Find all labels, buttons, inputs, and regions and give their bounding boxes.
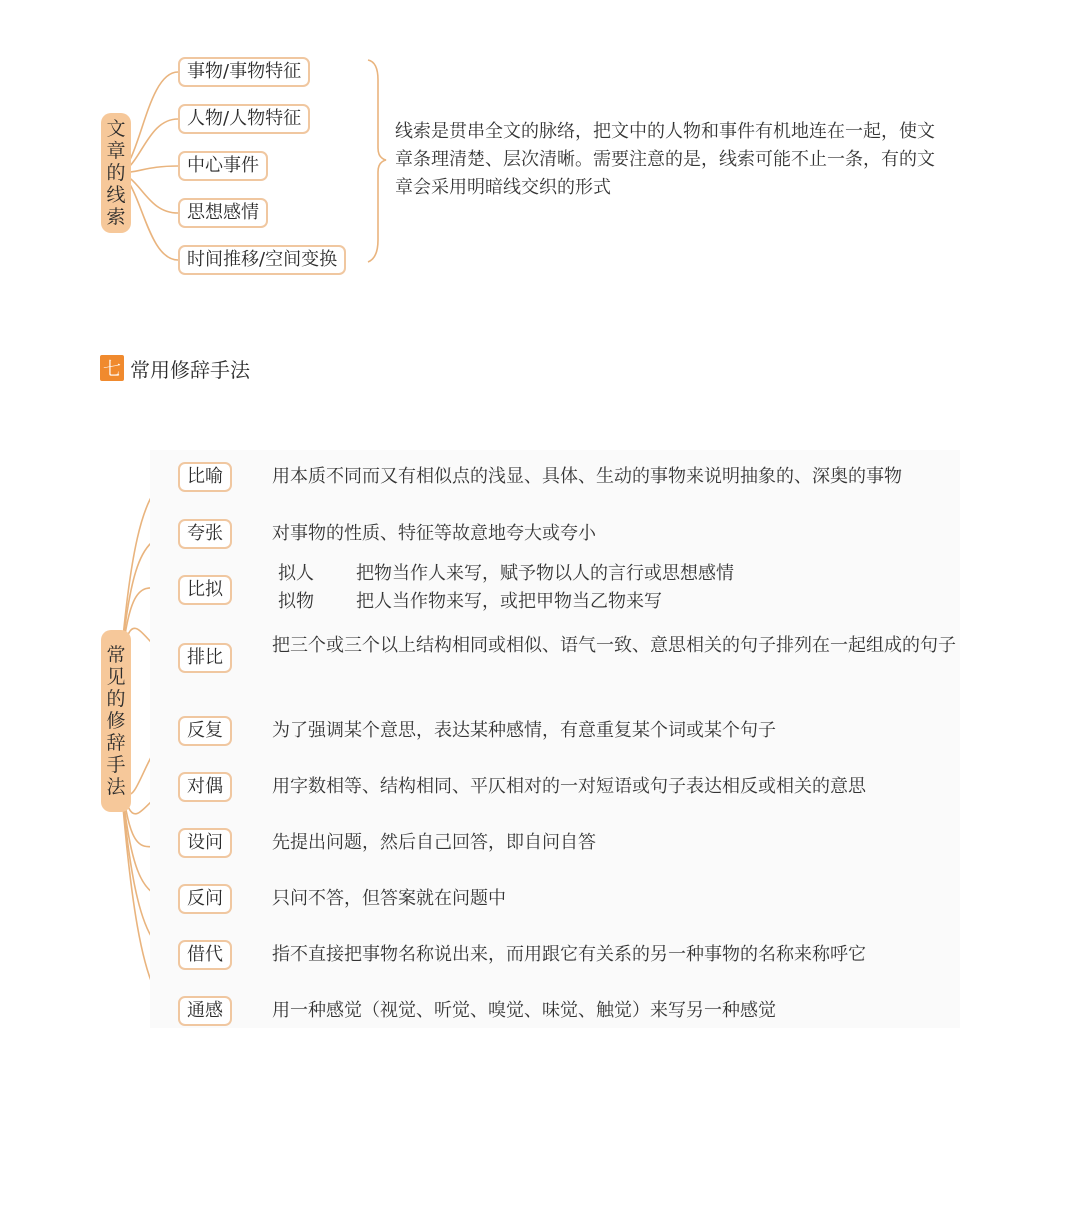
clue-root-label: 文 章 的 线 索 xyxy=(101,113,131,233)
rhetoric-sub-objectification-desc: 把人当作物来写，或把甲物当乙物来写 xyxy=(356,591,662,612)
rhetoric-item-rhetorical-question: 设问 xyxy=(178,828,232,858)
clue-item-5: 时间推移/空间变换 xyxy=(178,245,346,275)
rhetoric-sub-personification: 拟人 xyxy=(278,563,314,584)
rhetoric-item-parallelism: 排比 xyxy=(178,643,232,673)
section-number-badge: 七 xyxy=(100,355,124,381)
rhetoric-desc-metonymy: 指不直接把事物名称说出来，而用跟它有关系的另一种事物的名称来称呼它 xyxy=(272,944,866,965)
rhetoric-item-metaphor: 比喻 xyxy=(178,462,232,492)
rhetoric-desc-counter-question: 只问不答，但答案就在问题中 xyxy=(272,888,506,909)
clue-brace xyxy=(368,60,386,262)
rhetoric-item-counter-question: 反问 xyxy=(178,884,232,914)
section-title: 常用修辞手法 xyxy=(130,357,250,382)
clue-item-2: 人物/人物特征 xyxy=(178,104,310,134)
clue-item-1: 事物/事物特征 xyxy=(178,57,310,87)
rhetoric-desc-metaphor: 用本质不同而又有相似点的浅显、具体、生动的事物来说明抽象的、深奥的事物 xyxy=(272,466,902,487)
rhetoric-desc-repetition: 为了强调某个意思，表达某种感情，有意重复某个词或某个句子 xyxy=(272,720,776,741)
rhetoric-desc-hyperbole: 对事物的性质、特征等故意地夸大或夸小 xyxy=(272,523,596,544)
rhetoric-item-antithesis: 对偶 xyxy=(178,772,232,802)
rhetoric-desc-rhetorical-question: 先提出问题，然后自己回答，即自问自答 xyxy=(272,832,596,853)
rhetoric-root-label: 常 见 的 修 辞 手 法 xyxy=(101,630,131,812)
rhetoric-desc-antithesis: 用字数相等、结构相同、平仄相对的一对短语或句子表达相反或相关的意思 xyxy=(272,776,866,797)
rhetoric-sub-objectification: 拟物 xyxy=(278,591,314,612)
rhetoric-item-hyperbole: 夸张 xyxy=(178,519,232,549)
rhetoric-desc-parallelism: 把三个或三个以上结构相同或相似、语气一致、意思相关的句子排列在一起组成的句子 xyxy=(272,635,956,656)
section-heading xyxy=(100,354,250,382)
rhetoric-item-synesthesia: 通感 xyxy=(178,996,232,1026)
clue-item-4: 思想感情 xyxy=(178,198,268,228)
rhetoric-sub-personification-desc: 把物当作人来写，赋予物以人的言行或思想感情 xyxy=(356,563,734,584)
rhetoric-item-metonymy: 借代 xyxy=(178,940,232,970)
clue-item-3: 中心事件 xyxy=(178,151,268,181)
rhetoric-item-personification-group: 比拟 xyxy=(178,575,232,605)
rhetoric-desc-synesthesia: 用一种感觉（视觉、听觉、嗅觉、味觉、触觉）来写另一种感觉 xyxy=(272,1000,776,1021)
clue-summary: 线索是贯串全文的脉络，把文中的人物和事件有机地连在一起，使文章条理清楚、层次清晰。需要注意的是，线索可能不止一条，有的文章会采用明暗线交织的形式 xyxy=(395,121,935,198)
rhetoric-item-repetition: 反复 xyxy=(178,716,232,746)
